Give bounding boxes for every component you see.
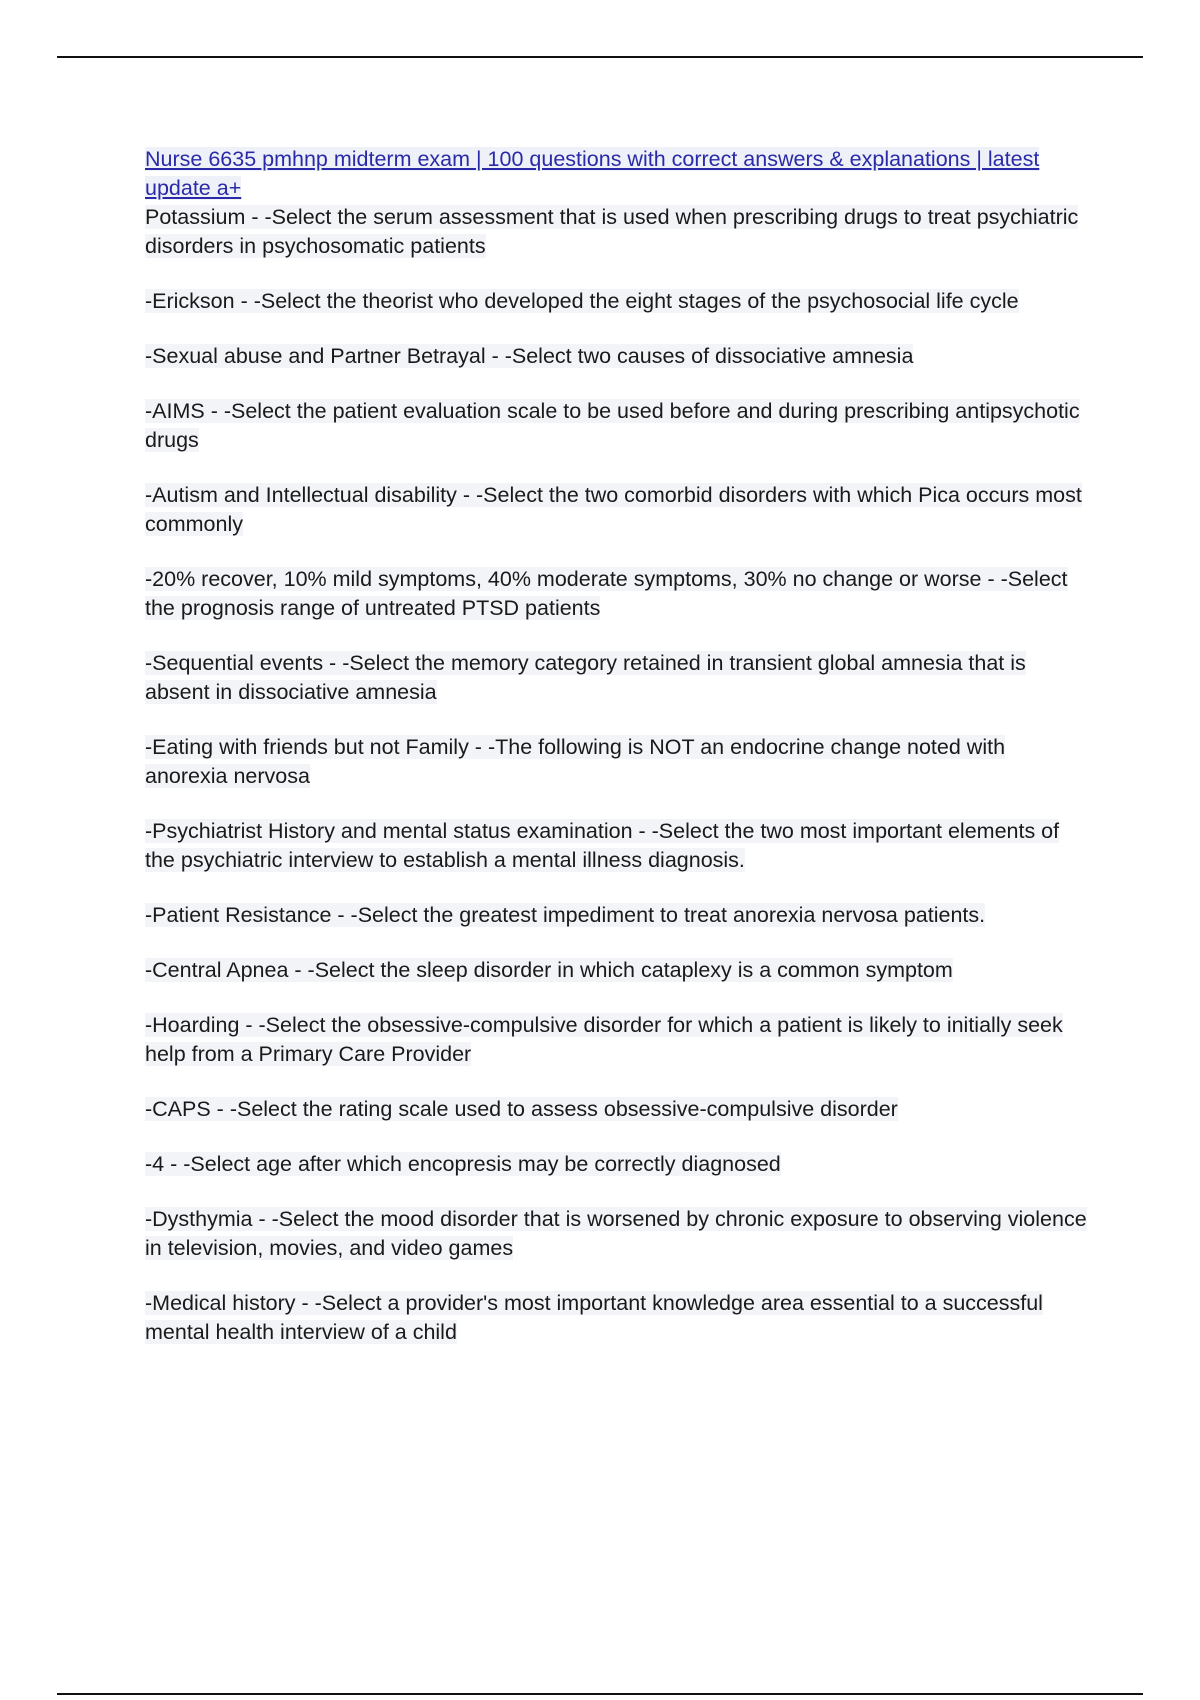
- qa-item: -Hoarding - -Select the obsessive-compulsive disorder for which a patient is likely to initially seek help from a Primary Care Provider: [145, 1013, 1063, 1066]
- qa-item: -Autism and Intellectual disability - -Select the two comorbid disorders with which Pica occurs most commonly: [145, 483, 1082, 536]
- qa-item: -Sexual abuse and Partner Betrayal - -Select two causes of dissociative amnesia: [145, 344, 914, 368]
- qa-item: -Sequential events - -Select the memory category retained in transient global amnesia that is absent in dissociative amnesia: [145, 651, 1026, 704]
- header-rule: [57, 56, 1143, 58]
- qa-item: -CAPS - -Select the rating scale used to assess obsessive-compulsive disorder: [145, 1097, 898, 1121]
- qa-item: -Medical history - -Select a provider's most important knowledge area essential to a successful mental health interview of a child: [145, 1291, 1043, 1344]
- document-body: [145, 145, 1090, 1347]
- footer-rule: [57, 1693, 1143, 1695]
- qa-item: -20% recover, 10% mild symptoms, 40% moderate symptoms, 30% no change or worse - -Select the prognosis range of untreated PTSD patients: [145, 567, 1068, 620]
- qa-item: -AIMS - -Select the patient evaluation scale to be used before and during prescribing antipsychotic drugs: [145, 399, 1080, 452]
- qa-item: -Erickson - -Select the theorist who developed the eight stages of the psychosocial life cycle: [145, 289, 1019, 313]
- qa-item: -Eating with friends but not Family - -The following is NOT an endocrine change noted with anorexia nervosa: [145, 735, 1006, 788]
- qa-item: -4 - -Select age after which encopresis may be correctly diagnosed: [145, 1152, 781, 1176]
- document-title: Nurse 6635 pmhnp midterm exam | 100 questions with correct answers & explanations | latest update a+: [145, 147, 1040, 200]
- document-title-link[interactable]: [145, 145, 1090, 203]
- qa-item: -Psychiatrist History and mental status examination - -Select the two most important elements of the psychiatric interview to establish a mental illness diagnosis.: [145, 819, 1060, 872]
- qa-item: Potassium - -Select the serum assessment that is used when prescribing drugs to treat psychiatric disorders in psychosomatic patients: [145, 205, 1079, 258]
- qa-item: -Patient Resistance - -Select the greatest impediment to treat anorexia nervosa patients.: [145, 903, 986, 927]
- qa-item: -Central Apnea - -Select the sleep disorder in which cataplexy is a common symptom: [145, 958, 953, 982]
- qa-item: -Dysthymia - -Select the mood disorder that is worsened by chronic exposure to observing violence in television, movies, and video games: [145, 1207, 1087, 1260]
